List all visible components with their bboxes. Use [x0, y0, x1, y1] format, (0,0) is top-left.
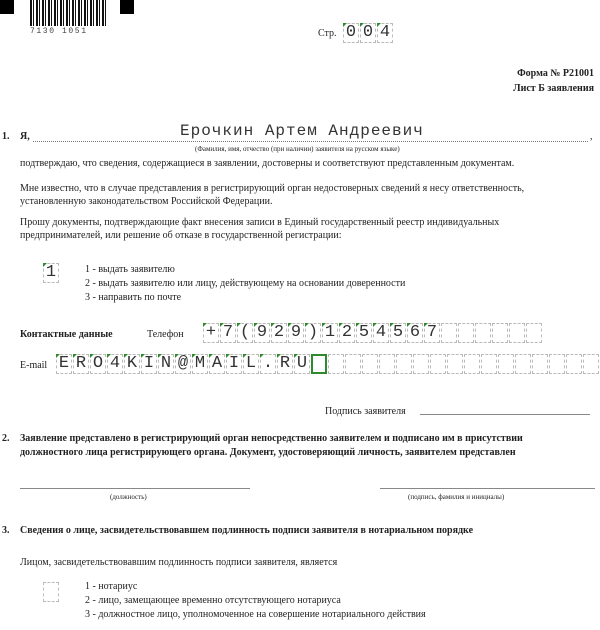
phone-cell: 9	[288, 323, 304, 343]
phone-field[interactable]	[203, 323, 543, 343]
email-cell	[328, 354, 344, 374]
email-cell: 4	[107, 354, 123, 374]
email-cell: I	[141, 354, 157, 374]
email-cell	[464, 354, 480, 374]
sheet-title: Лист Б заявления	[513, 83, 594, 94]
request-text-2: предпринимателей, или решение об отказе в государственной регистрации:	[20, 230, 342, 241]
delivery-choice-value: 1	[43, 263, 59, 283]
email-cell	[498, 354, 514, 374]
aware-text-2: установленную законодательством Российской Федерации.	[20, 196, 273, 207]
signature-line[interactable]	[420, 414, 590, 415]
page-digit-2: 0	[360, 23, 376, 43]
email-cell	[311, 354, 327, 374]
phone-cell	[458, 323, 474, 343]
delivery-option-2: 2 - выдать заявителю или лицу, действующему на основании доверенности	[85, 278, 406, 289]
delivery-option-3: 3 - направить по почте	[85, 292, 182, 303]
notary-option-2: 2 - лицо, замещающее временно отсутствующего нотариуса	[85, 595, 341, 606]
email-cell: R	[277, 354, 293, 374]
email-cell	[447, 354, 463, 374]
phone-cell: +	[203, 323, 219, 343]
email-cell	[481, 354, 497, 374]
phone-cell: 7	[424, 323, 440, 343]
section-2-text-1: Заявление представлено в регистрирующий орган непосредственно заявителем и подписано им в присутствии	[20, 433, 523, 444]
ya-label: Я,	[20, 131, 30, 142]
phone-cell: )	[305, 323, 321, 343]
phone-cell: (	[237, 323, 253, 343]
confirm-text: подтверждаю, что сведения, содержащиеся в заявлении, достоверны и соответствуют представленным документам.	[20, 158, 515, 169]
request-text-1: Прошу документы, подтверждающие факт внесения записи в Единый государственный реестр индивидуальных	[20, 217, 500, 228]
email-field[interactable]	[56, 354, 600, 374]
signature-label: Подпись заявителя	[325, 406, 406, 417]
section-1-number: 1.	[2, 131, 10, 142]
phone-cell	[441, 323, 457, 343]
section-2-text-2: должностного лица регистрирующего органа. Документ, удостоверяющий личность, заявителем представлен	[20, 447, 516, 458]
email-cell: U	[294, 354, 310, 374]
email-label: E-mail	[20, 360, 48, 371]
position-line[interactable]	[20, 488, 250, 489]
email-cell	[413, 354, 429, 374]
phone-cell	[492, 323, 508, 343]
email-cell: K	[124, 354, 140, 374]
email-cell	[379, 354, 395, 374]
phone-cell: 5	[390, 323, 406, 343]
name-comma: ,	[590, 131, 593, 142]
contacts-label: Контактные данные	[20, 329, 113, 340]
email-cell	[532, 354, 548, 374]
phone-label: Телефон	[147, 329, 184, 340]
email-cell: @	[175, 354, 191, 374]
section-3-number: 3.	[2, 525, 10, 536]
notary-option-1: 1 - нотариус	[85, 581, 138, 592]
aware-text-1: Мне известно, что в случае представления в регистрирующий орган недостоверных сведений я несу ответственность,	[20, 183, 525, 194]
name-caption: (Фамилия, имя, отчество (при наличии) заявителя на русском языке)	[195, 145, 400, 153]
email-cell	[362, 354, 378, 374]
notary-choice-cell	[43, 582, 59, 602]
official-signature-line[interactable]	[380, 488, 595, 489]
email-cell: I	[226, 354, 242, 374]
page-digit-3: 4	[377, 23, 393, 43]
email-cell: A	[209, 354, 225, 374]
corner-marker-left	[0, 0, 14, 14]
phone-cell: 1	[322, 323, 338, 343]
email-cell: .	[260, 354, 276, 374]
form-number: Форма № Р21001	[517, 68, 594, 79]
email-cell	[396, 354, 412, 374]
applicant-name: Ерочкин Артем Андреевич	[180, 122, 424, 140]
email-cell	[430, 354, 446, 374]
section-3-title: Сведения о лице, засвидетельствовавшем подлинность подписи заявителя в нотариальном порядке	[20, 525, 474, 536]
page-number-field	[343, 23, 394, 43]
phone-cell: 2	[339, 323, 355, 343]
notary-choice-field[interactable]	[43, 582, 60, 602]
page-digit-1: 0	[343, 23, 359, 43]
email-cell: R	[73, 354, 89, 374]
section-3-intro: Лицом, засвидетельствовавшим подлинность подписи заявителя, является	[20, 557, 338, 568]
email-cell: N	[158, 354, 174, 374]
email-cell	[549, 354, 565, 374]
official-signature-caption: (подпись, фамилия и инициалы)	[408, 493, 505, 501]
email-cell	[566, 354, 582, 374]
email-cell: O	[90, 354, 106, 374]
position-caption: (должность)	[110, 493, 147, 501]
notary-option-3: 3 - должностное лицо, уполномоченное на совершение нотариального действия	[85, 609, 426, 620]
phone-cell: 9	[254, 323, 270, 343]
email-cell	[515, 354, 531, 374]
email-cell: E	[56, 354, 72, 374]
delivery-choice-field[interactable]	[43, 263, 60, 283]
barcode	[30, 0, 106, 26]
phone-cell: 6	[407, 323, 423, 343]
phone-cell: 5	[356, 323, 372, 343]
phone-cell	[526, 323, 542, 343]
email-cell	[345, 354, 361, 374]
phone-cell	[509, 323, 525, 343]
phone-cell: 2	[271, 323, 287, 343]
email-cell: M	[192, 354, 208, 374]
phone-cell: 4	[373, 323, 389, 343]
page-label: Стр.	[318, 28, 337, 39]
delivery-option-1: 1 - выдать заявителю	[85, 264, 175, 275]
phone-cell	[475, 323, 491, 343]
section-2-number: 2.	[2, 433, 10, 444]
email-cell	[583, 354, 599, 374]
email-cell: L	[243, 354, 259, 374]
phone-cell: 7	[220, 323, 236, 343]
corner-marker-right	[120, 0, 134, 14]
barcode-number: 7130 1051	[30, 27, 88, 36]
